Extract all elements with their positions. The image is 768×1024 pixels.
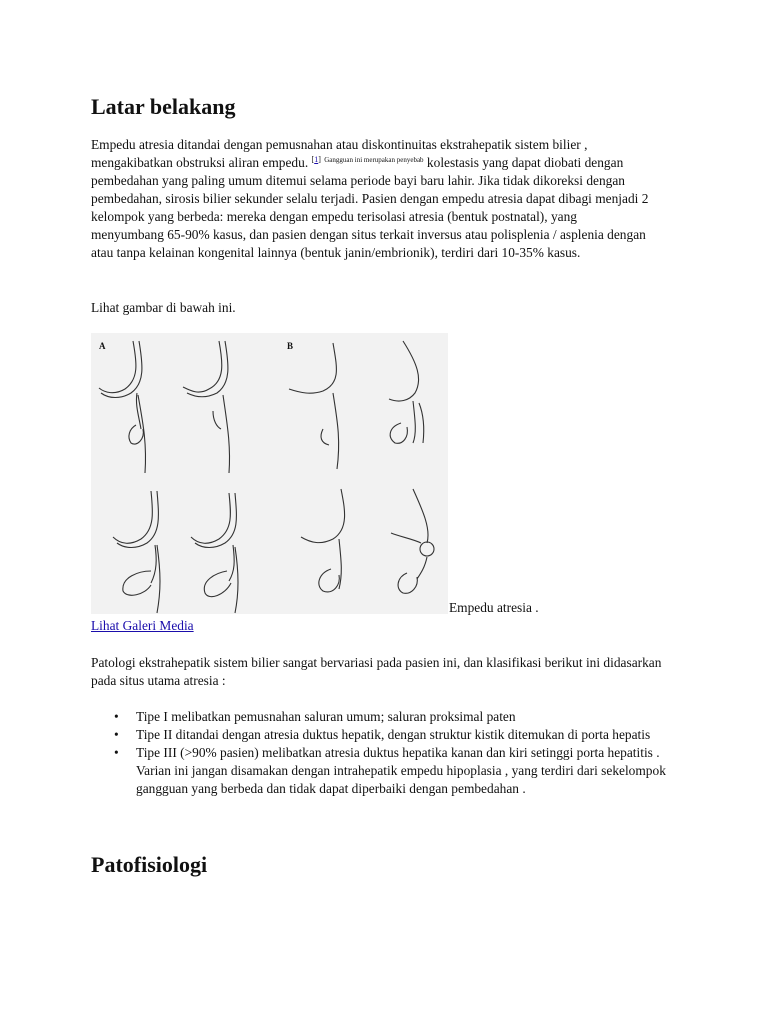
pathology-paragraph: Patologi ekstrahepatik sistem bilier sangat bervariasi pada pasien ini, dan klasifikasi berikut ini didasarkan pada situs utama atresia : (91, 655, 662, 688)
section-heading: Patofisiologi (91, 852, 208, 877)
intro-text-part2: kolestasis yang dapat diobati dengan pembedahan yang paling umum ditemui selama periode bayi baru lahir. Jika tidak dikoreksi dengan pembedahan, sirosis bilier sekunder selalu terjadi. Pasien dengan empedu atresia dapat dibagi menjadi 2 kelompok yang berbeda: mereka dengan empedu terisolasi atresia (bentuk postnatal), yang menyumbang 65-90% kasus, dan pasien dengan situs terkait inversus atau polisplenia / asplenia dengan atau tanpa kelainan kongenital lainnya (bentuk janin/embrionik), terdiri dari 10-35% kasus. (91, 155, 649, 260)
reference-superscript: [1] (311, 155, 321, 164)
intro-text-part1: Empedu atresia ditandai dengan pemusnahan atau diskontinuitas ekstrahepatik sistem bilier , mengakibatkan obstruksi aliran empedu. (91, 137, 588, 170)
panel-label-b: B (287, 341, 294, 351)
media-gallery-link[interactable]: Lihat Galeri Media (91, 618, 194, 633)
panel-label-a: A (99, 341, 106, 351)
list-item: • Tipe I melibatkan pemusnahan saluran umum; saluran proksimal paten (136, 708, 696, 726)
figure-caption: Empedu atresia . (449, 600, 539, 615)
section-heading: Latar belakang (91, 94, 236, 119)
figure-drawing (91, 333, 448, 614)
biliary-atresia-figure (91, 333, 448, 614)
intro-paragraph (91, 136, 651, 262)
small-note: Gangguan ini merupakan penyebab (324, 156, 424, 164)
see-figure-text: Lihat gambar di bawah ini. (91, 300, 236, 315)
list-item: • Tipe III (>90% pasien) melibatkan atresia duktus hepatika kanan dan kiri setinggi porta hepatitis . Varian ini jangan disamakan dengan intrahepatik empedu hipoplasia , yang terdiri dari sekelompok gangguan yang berbeda dan tidak dapat diperbaiki dengan pembedahan . (136, 744, 696, 798)
list-item: • Tipe II ditandai dengan atresia duktus hepatik, dengan struktur kistik ditemukan di porta hepatis (136, 726, 696, 744)
classification-list (91, 708, 696, 798)
reference-link[interactable]: 1 (314, 155, 319, 164)
